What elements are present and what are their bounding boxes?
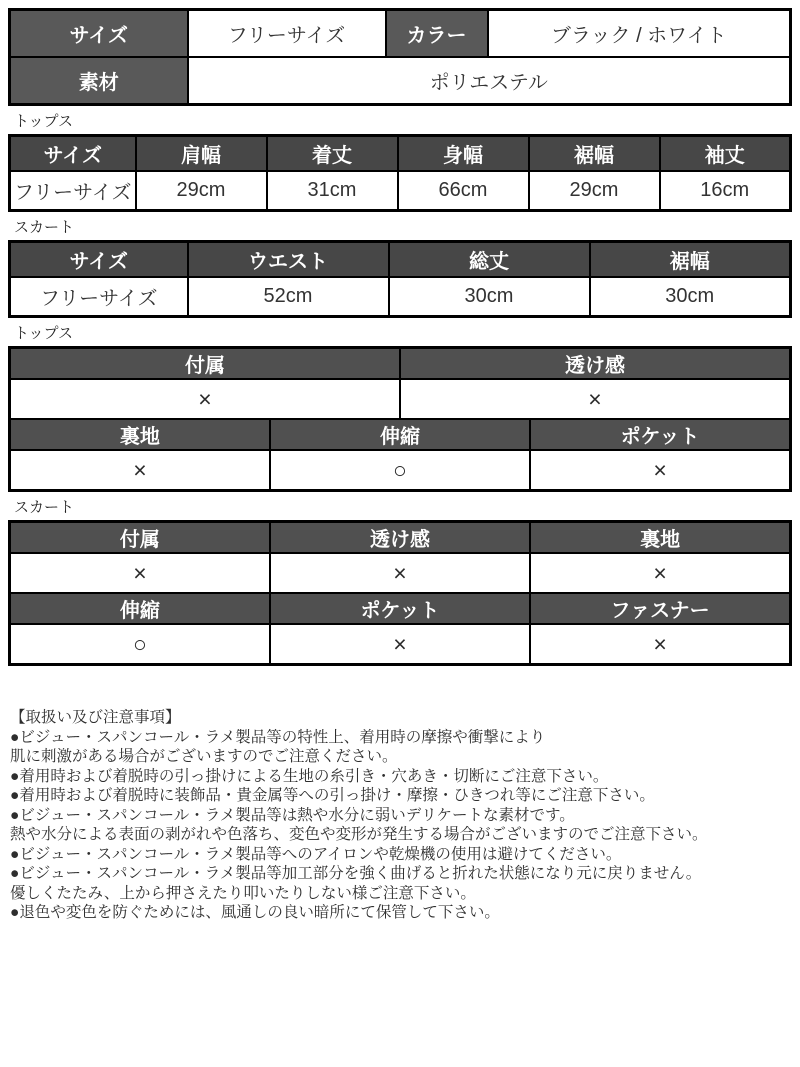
tops-attr-header-row-2	[10, 419, 791, 450]
tops-attr-header-sheerness: 透け感	[400, 348, 791, 380]
section-label-skirt-size: スカート	[14, 219, 75, 236]
section-label-skirt-attr: スカート	[14, 499, 75, 516]
tops-attr-header-stretch: 伸縮	[270, 419, 530, 450]
note-line: ●退色や変色を防ぐためには、風通しの良い暗所にて保管して下さい。	[10, 904, 500, 921]
tops-size-header-width: 身幅	[398, 136, 529, 172]
note-line: ●着用時および着脱時の引っ掛けによる生地の糸引き・穴あき・切断にご注意下さい。	[10, 767, 609, 785]
skirt-attr-value-lining: ×	[530, 553, 790, 593]
tops-attr-value-accessory: ×	[10, 379, 400, 419]
spec-row-material	[10, 57, 791, 105]
spec-size-value: フリーサイズ	[188, 10, 386, 58]
skirt-size-header-row	[10, 242, 791, 278]
note-line: 肌に刺激がある場合がございますのでご注意ください。	[10, 748, 398, 765]
skirt-attr-header-accessory: 付属	[10, 522, 270, 554]
note-line: ●ビジュー・スパンコール・ラメ製品等は熱や水分に弱いデリケートな素材です。	[10, 806, 575, 824]
tops-attr-value-stretch: ○	[270, 450, 530, 491]
skirt-attr-header-lining: 裏地	[530, 522, 790, 554]
tops-size-header-length: 着丈	[267, 136, 398, 172]
tops-attr-value-lining: ×	[10, 450, 270, 491]
skirt-attr-value-stretch: ○	[10, 624, 270, 665]
note-line: 優しくたたみ、上から押さえたり叩いたりしない様ご注意下さい。	[10, 884, 476, 902]
skirt-size-value-waist: 52cm	[188, 277, 389, 317]
skirt-size-data-row	[10, 277, 791, 317]
tops-attr-data-row-2	[10, 450, 791, 491]
tops-attr-table	[8, 346, 792, 492]
skirt-attr-value-accessory: ×	[10, 553, 270, 593]
tops-attr-value-sheerness: ×	[400, 379, 791, 419]
skirt-attr-value-sheerness: ×	[270, 553, 530, 593]
skirt-attr-header-stretch: 伸縮	[10, 593, 270, 624]
skirt-size-table	[8, 240, 792, 318]
spec-row-size-color	[10, 10, 791, 58]
section-label-tops-size: トップス	[14, 113, 73, 130]
spec-table	[8, 8, 792, 106]
tops-size-data-row	[10, 171, 791, 211]
skirt-attr-value-pocket: ×	[270, 624, 530, 665]
handling-notes	[10, 708, 800, 923]
spec-material-label: 素材	[10, 57, 188, 105]
tops-size-value-size: フリーサイズ	[10, 171, 136, 211]
note-line: ●ビジュー・スパンコール・ラメ製品等の特性上、着用時の摩擦や衝撃により	[10, 728, 546, 746]
tops-attr-header-lining: 裏地	[10, 419, 270, 450]
skirt-attr-table	[8, 520, 792, 666]
tops-attr-header-accessory: 付属	[10, 348, 400, 380]
tops-size-header-shoulder: 肩幅	[136, 136, 267, 172]
skirt-attr-header-zipper: ファスナー	[530, 593, 790, 624]
skirt-size-value-length: 30cm	[389, 277, 590, 317]
tops-attr-header-row-1	[10, 348, 791, 380]
skirt-size-header-size: サイズ	[10, 242, 188, 278]
tops-size-value-width: 66cm	[398, 171, 529, 211]
skirt-attr-value-zipper: ×	[530, 624, 790, 665]
skirt-attr-header-row-2	[10, 593, 791, 624]
handling-notes-title: 【取扱い及び注意事項】	[10, 709, 181, 726]
skirt-attr-header-sheerness: 透け感	[270, 522, 530, 554]
tops-size-value-shoulder: 29cm	[136, 171, 267, 211]
tops-size-header-hem: 裾幅	[529, 136, 660, 172]
tops-size-header-row	[10, 136, 791, 172]
tops-size-value-length: 31cm	[267, 171, 398, 211]
skirt-size-header-length: 総丈	[389, 242, 590, 278]
tops-attr-header-pocket: ポケット	[530, 419, 790, 450]
spec-color-label: カラー	[386, 10, 488, 58]
skirt-attr-header-pocket: ポケット	[270, 593, 530, 624]
spec-size-label: サイズ	[10, 10, 188, 58]
skirt-attr-header-row-1	[10, 522, 791, 554]
skirt-size-value-size: フリーサイズ	[10, 277, 188, 317]
note-line: ●ビジュー・スパンコール・ラメ製品等加工部分を強く曲げると折れた状態になり元に戻りません。	[10, 865, 702, 882]
tops-size-header-size: サイズ	[10, 136, 136, 172]
skirt-size-value-hem: 30cm	[590, 277, 791, 317]
skirt-attr-data-row-2	[10, 624, 791, 665]
note-line: ●着用時および着脱時に装飾品・貴金属等への引っ掛け・摩擦・ひきつれ等にご注意下さい。	[10, 787, 655, 804]
spec-material-value: ポリエステル	[188, 57, 791, 105]
skirt-size-header-waist: ウエスト	[188, 242, 389, 278]
skirt-attr-data-row-1	[10, 553, 791, 593]
note-line: 熱や水分による表面の剥がれや色落ち、変色や変形が発生する場合がございますのでご注意下さい。	[10, 826, 708, 843]
tops-size-value-hem: 29cm	[529, 171, 660, 211]
tops-size-table	[8, 134, 792, 212]
tops-attr-data-row-1	[10, 379, 791, 419]
spec-color-value: ブラック / ホワイト	[488, 10, 791, 58]
tops-size-header-sleeve: 袖丈	[660, 136, 791, 172]
tops-attr-value-pocket: ×	[530, 450, 790, 491]
section-label-tops-attr: トップス	[14, 325, 73, 342]
skirt-size-header-hem: 裾幅	[590, 242, 791, 278]
note-line: ●ビジュー・スパンコール・ラメ製品等へのアイロンや乾燥機の使用は避けてください。	[10, 845, 622, 863]
tops-size-value-sleeve: 16cm	[660, 171, 791, 211]
